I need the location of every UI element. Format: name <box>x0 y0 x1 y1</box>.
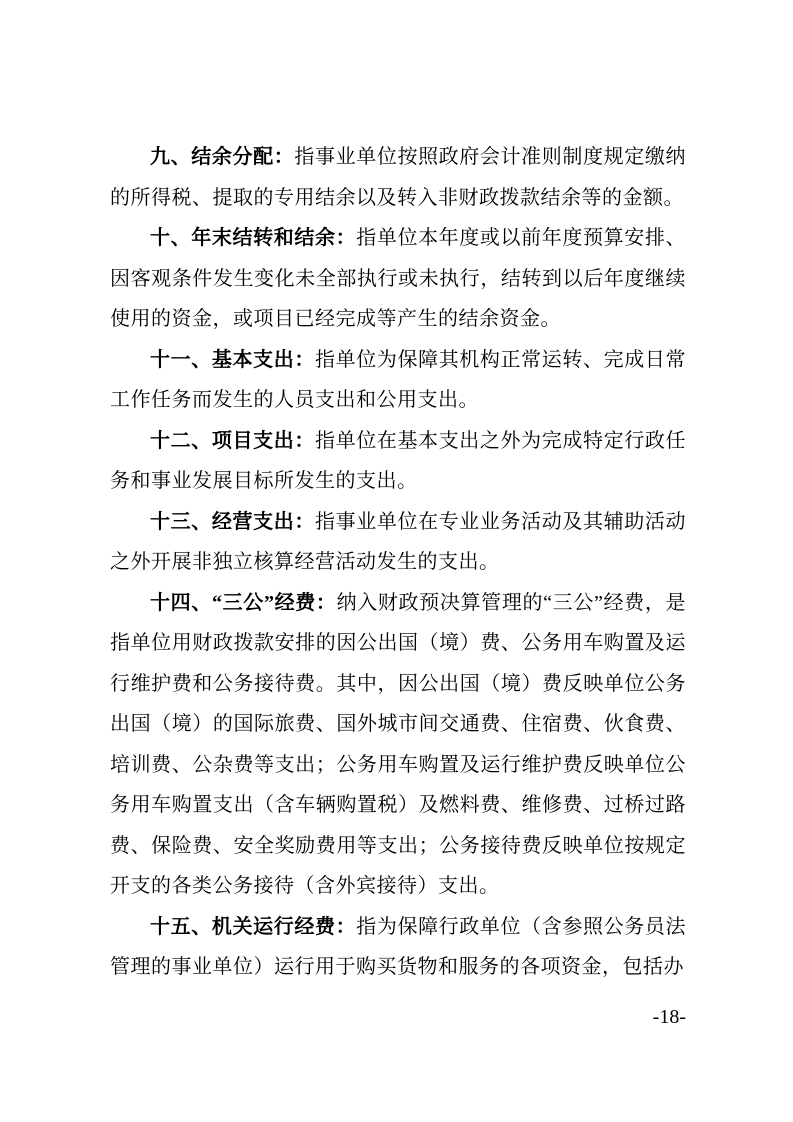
paragraph <box>110 421 686 502</box>
page-number: -18- <box>652 1006 686 1028</box>
paragraph <box>110 502 686 583</box>
paragraph <box>110 907 686 988</box>
paragraph <box>110 583 686 907</box>
paragraph-lead: 十三、经营支出： <box>150 510 315 533</box>
paragraph <box>110 340 686 421</box>
paragraph <box>110 218 686 340</box>
paragraph-body: 指单位在基本支出之外为完成特定行政任务和事业发展目标所发生的支出。 <box>110 429 687 492</box>
paragraph-body: 指单位本年度或以前年度预算安排、因客观条件发生变化未全部执行或未执行，结转到以后年度继续使用的资金，或项目已经完成等产生的结余资金。 <box>110 227 687 330</box>
paragraph-lead: 十四、“三公”经费： <box>150 591 337 614</box>
paragraph-body: 纳入财政预决算管理的“三公”经费，是指单位用财政拨款安排的因公出国（境）费、公务用车购置及运行维护费和公务接待费。其中，因公出国（境）费反映单位公务出国（境）的国际旅费、国外城市间交通费、住宿费、伙食费、培训费、公杂费等支出；公务用车购置及运行维护费反映单位公务用车购置支出（含车辆购置税）及燃料费、维修费、过桥过路费、保险费、安全奖励费用等支出；公务接待费反映单位按规定开支的各类公务接待（含外宾接待）支出。 <box>110 591 686 897</box>
paragraph-lead: 十五、机关运行经费： <box>150 915 357 938</box>
paragraph-lead: 十、年末结转和结余： <box>150 227 357 249</box>
paragraph <box>110 137 686 218</box>
document-body <box>110 137 686 988</box>
paragraph-body: 指事业单位按照政府会计准则制度规定缴纳的所得税、提取的专用结余以及转入非财政拨款结余等的金额。 <box>110 146 687 209</box>
paragraph-body: 指为保障行政单位（含参照公务员法管理的事业单位）运行用于购买货物和服务的各项资金，包括办 <box>110 915 687 978</box>
paragraph-body: 指单位为保障其机构正常运转、完成日常工作任务而发生的人员支出和公用支出。 <box>110 348 687 411</box>
paragraph-lead: 九、结余分配： <box>150 146 295 168</box>
paragraph-body: 指事业单位在专业业务活动及其辅助活动之外开展非独立核算经营活动发生的支出。 <box>110 510 687 573</box>
paragraph-lead: 十二、项目支出： <box>150 429 315 452</box>
paragraph-lead: 十一、基本支出： <box>150 348 315 371</box>
